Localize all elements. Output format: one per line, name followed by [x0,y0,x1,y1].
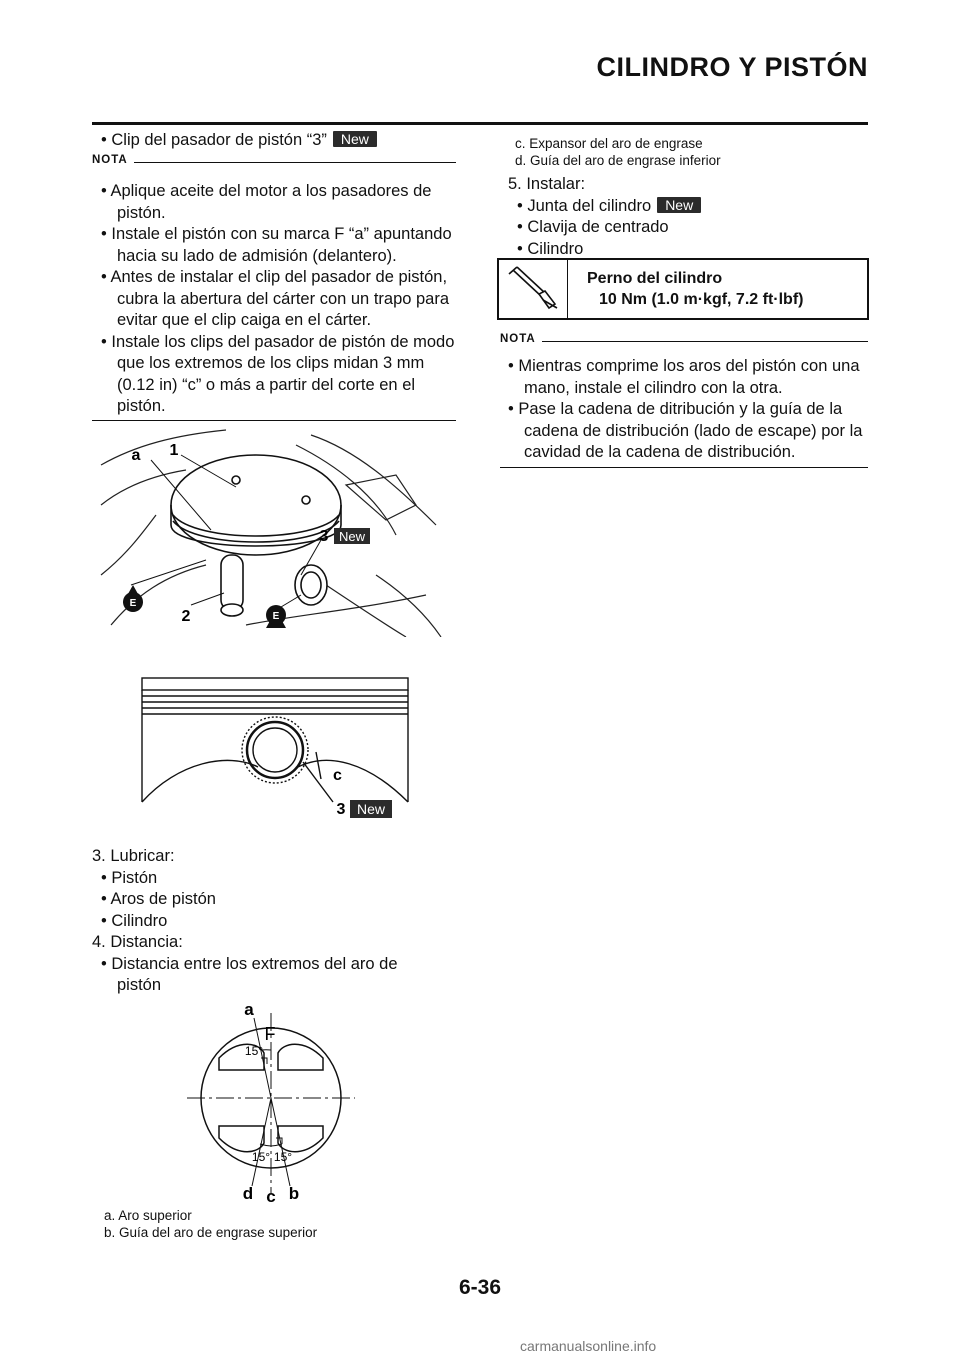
caption-item: d. Guía del aro de engrase inferior [515,153,721,168]
nota-item: • Instale los clips del pasador de pistón de modo que los extremos de los clips midan 3 mm (0.12 in) “c” o más a partir del corte en el pistón. [101,332,455,415]
page-number: 6-36 [458,1276,502,1299]
nota-item: • Pase la cadena de ditribución y la guía de la cadena de distribución (lado de escape) por la cavidad de la cadena de distribución. [508,400,863,461]
step-3-title: 3. Lubricar: [92,847,175,865]
nota-header [92,154,456,166]
figure-label: a [131,447,141,464]
step-5-item: • Cilindro [517,239,584,258]
nota-list [508,356,868,464]
step-3 [92,846,456,932]
nota-item: • Antes de instalar el clip del pasador de pistón, cubra la abertura del cárter con un trapo para evitar que el clip caiga en el cárter. [101,268,450,329]
nota-item: • Mientras comprime los aros del pistón con una mano, instale el cilindro con la otra. [508,357,860,397]
figure-captions [515,135,867,169]
nota-underline [542,341,868,342]
figure-label: 3 [319,528,329,545]
new-badge: New [333,131,377,147]
angle-label: 15° [273,1150,293,1164]
step-3-item: • Pistón [101,868,158,887]
spec-separator [567,260,568,318]
angle-label: 15° [251,1150,271,1164]
step-3-item: • Aros de pistón [101,890,216,908]
nota-label: NOTA [500,333,536,345]
nota-label: NOTA [92,154,128,166]
ring-gap-figure [184,998,356,1202]
caption-item: a. Aro superior [104,1208,192,1223]
nota-header [500,333,868,345]
figure-label: a [244,1000,254,1019]
step-3-item: • Cilindro [101,911,168,930]
nota-list [101,181,459,418]
figure-label: c [266,1187,276,1202]
clip-item-text: • Clip del pasador de pistón “3” [101,131,327,149]
new-badge-text: New [356,801,386,817]
nota-item: • Aplique aceite del motor a los pasadores de pistón. [101,182,432,222]
torque-wrench-icon [503,264,563,316]
step-4 [92,932,456,997]
piston-install-figure [96,425,456,637]
watermark-footer: carmanualsonline.info [520,1338,657,1354]
figure-label: b [288,1184,300,1202]
spec-title: Perno del cilindro [587,270,723,287]
engine-oil-mark: E [129,598,137,609]
step-5-item: • Clavija de centrado [517,218,669,236]
step-5-item-text: • Junta del cilindro [517,196,652,215]
piston-clip-figure [138,672,413,822]
figure-label: 2 [181,608,191,625]
engine-oil-mark: E [272,611,280,622]
figure-captions [104,1207,456,1241]
angle-label: 15° [244,1044,264,1058]
figure-label: c [333,767,342,784]
figure-label: F [264,1024,276,1044]
nota-underline [134,162,456,163]
step-5-item [508,196,868,218]
figure-label: 1 [169,442,179,459]
page-title: CILINDRO Y PISTÓN [596,52,868,82]
nota-end-rule [500,467,868,468]
step-5-title: 5. Instalar: [508,175,586,193]
nota-end-rule [92,420,456,421]
caption-item: b. Guía del aro de engrase superior [104,1225,318,1240]
figure-label: 3 [336,801,346,818]
caption-item: c. Expansor del aro de engrase [515,136,703,151]
figure-label: d [242,1184,254,1202]
nota-item: • Instale el pistón con su marca F “a” apuntando hacia su lado de admisión (delantero). [101,225,452,265]
torque-spec-box [497,258,869,320]
spec-value: 10 Nm (1.0 m·kgf, 7.2 ft·lbf) [599,291,804,308]
header-rule [92,122,868,125]
step-4-item: • Distancia entre los extremos del aro de pistón [101,954,398,994]
new-badge: New [657,197,701,213]
step-4-title: 4. Distancia: [92,933,183,951]
clip-item [101,130,456,152]
step-5 [508,174,868,260]
new-badge-text: New [338,529,366,544]
